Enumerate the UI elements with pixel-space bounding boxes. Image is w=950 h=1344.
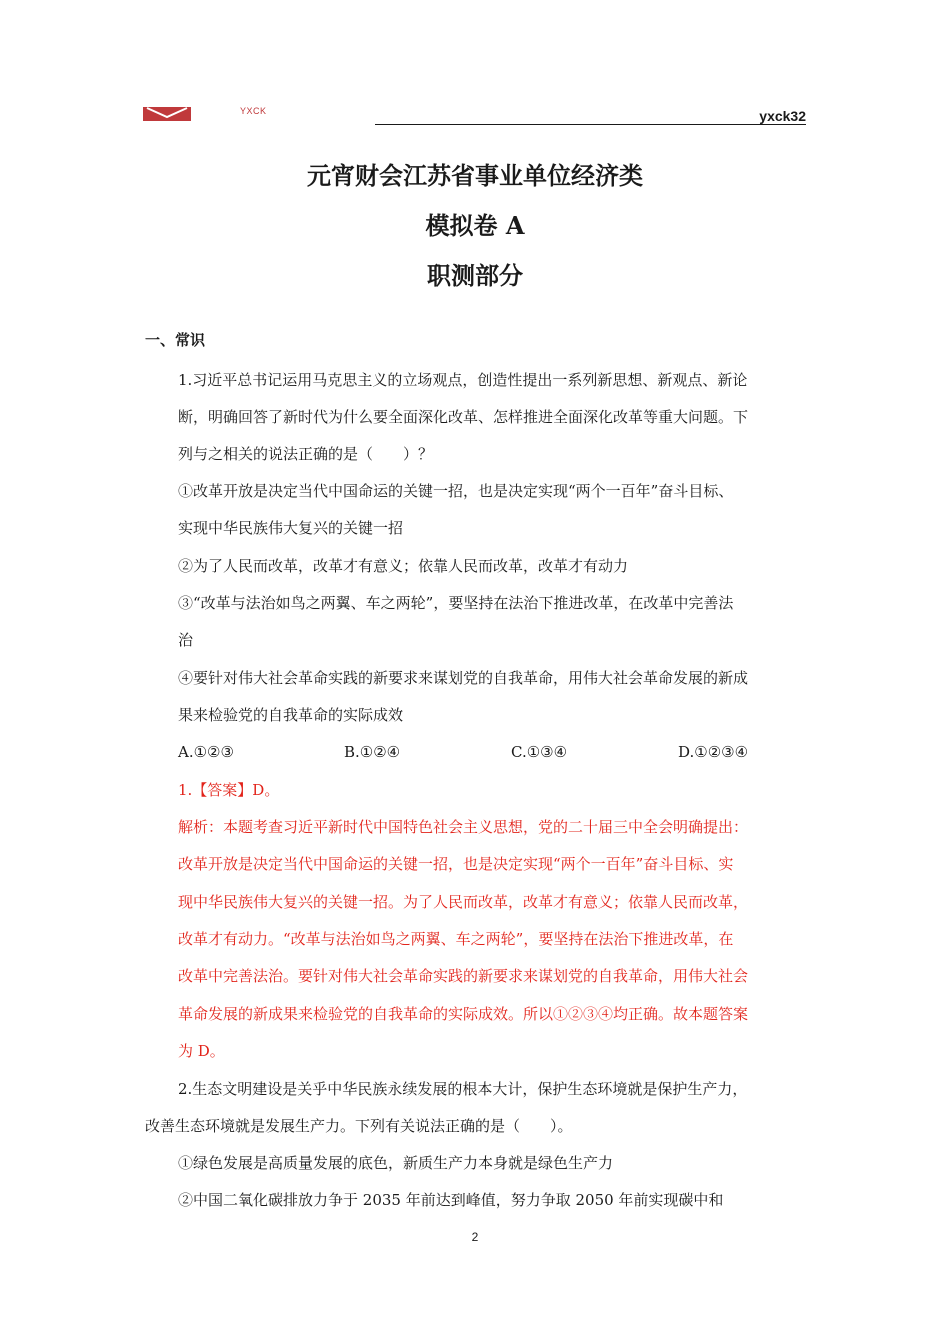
option-b: B.①②④ [344,743,401,761]
question-line: ②为了人民而改革，改革才有意义；依靠人民而改革，改革才有动力 [178,557,629,575]
section-heading: 一、常识 [145,331,206,349]
question-line: 断，明确回答了新时代为什么要全面深化改革、怎样推进全面深化改革等重大问题。下 [178,408,749,426]
question-line: ③“改革与法治如鸟之两翼、车之两轮”，要坚持在法治下推进改革，在改革中完善法 [178,594,734,612]
document-section-title: 职测部分 [427,261,523,290]
statement-line: ②中国二氧化碳排放力争于 2035 年前达到峰值，努力争取 2050 年前实现碳中和 [178,1191,724,1209]
page-number: 2 [471,1230,479,1244]
logo-text: YXCK [240,106,267,116]
header-rule [375,124,806,125]
analysis-line: 革命发展的新成果来检验党的自我革命的实际成效。所以①②③④均正确。故本题答案 [178,1005,749,1023]
option-c: C.①③④ [511,743,568,761]
question-line: ④要针对伟大社会革命实践的新要求来谋划党的自我革命，用伟大社会革命发展的新成 [178,669,749,687]
document-title: 元宵财会江苏省事业单位经济类 [307,161,643,190]
document-subtitle: 模拟卷 A [425,211,525,240]
question-line: ①改革开放是决定当代中国命运的关键一招，也是决定实现“两个一百年”奋斗目标、 [178,482,734,500]
option-a: A.①②③ [178,743,234,761]
analysis-line: 改革中完善法治。要针对伟大社会革命实践的新要求来谋划党的自我革命，用伟大社会 [178,967,749,985]
analysis-line: 改革开放是决定当代中国命运的关键一招，也是决定实现“两个一百年”奋斗目标、实 [178,855,734,873]
statement-line: ①绿色发展是高质量发展的底色，新质生产力本身就是绿色生产力 [178,1154,614,1172]
question-line: 1.习近平总书记运用马克思主义的立场观点，创造性提出一系列新思想、新观点、新论 [178,371,748,389]
analysis-line: 为 D。 [178,1042,225,1060]
question-line: 列与之相关的说法正确的是（ ）？ [178,445,434,463]
answer-line: 1.【答案】D。 [178,781,280,799]
question-line: 2.生态文明建设是关乎中华民族永续发展的根本大计，保护生态环境就是保护生产力， [178,1080,748,1098]
analysis-line: 解析：本题考查习近平新时代中国特色社会主义思想，党的二十届三中全会明确提出： [178,818,749,836]
logo-icon [143,107,191,121]
header-code: yxck32 [759,108,806,124]
analysis-line: 改革才有动力。“改革与法治如鸟之两翼、车之两轮”，要坚持在法治下推进改革，在 [178,930,734,948]
option-d: D.①②③④ [678,743,749,761]
question-line: 实现中华民族伟大复兴的关键一招 [178,519,404,537]
analysis-line: 现中华民族伟大复兴的关键一招。为了人民而改革，改革才有意义；依靠人民而改革， [178,893,749,911]
question-line: 果来检验党的自我革命的实际成效 [178,706,404,724]
question-line: 治 [178,631,194,649]
question-line: 改善生态环境就是发展生产力。下列有关说法正确的是（ ）。 [145,1117,573,1135]
